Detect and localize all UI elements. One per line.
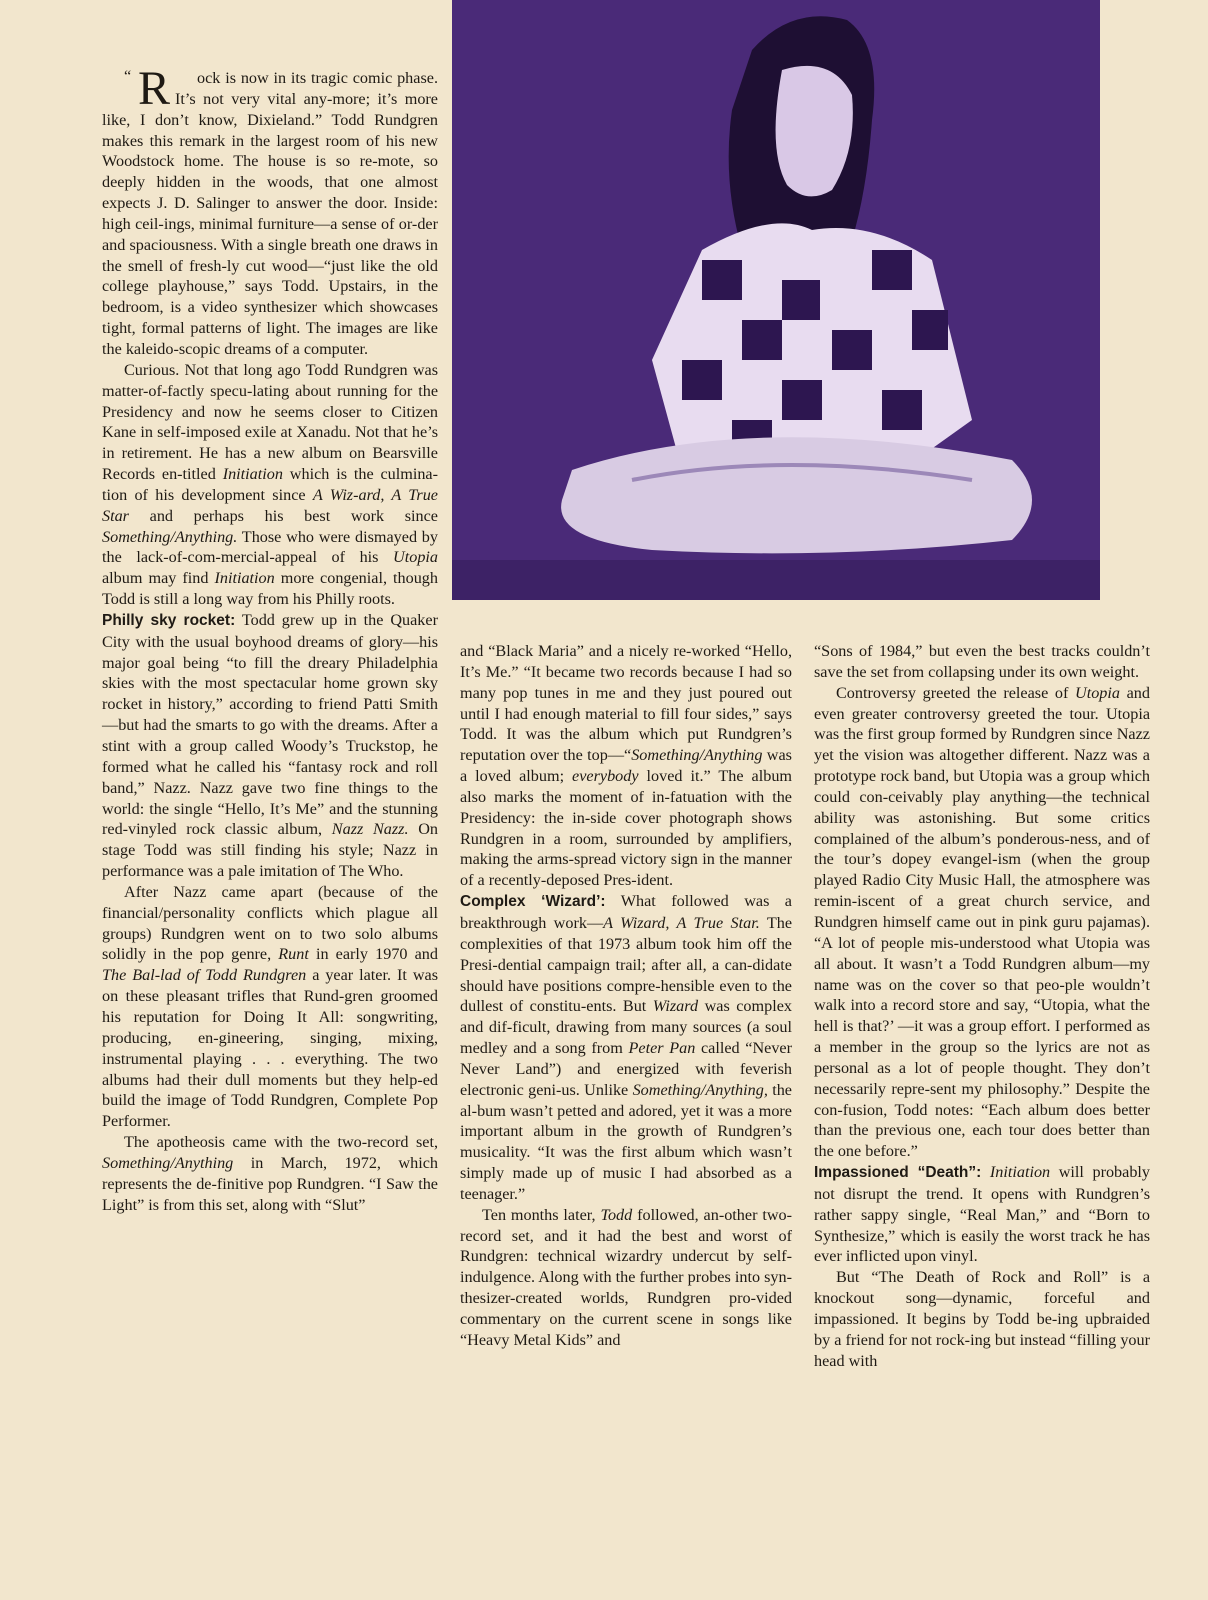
paragraph: “Sons of 1984,” but even the best tracks couldn’t save the set from collapsing under its own weight. — [814, 642, 1150, 681]
italic-text: Utopia — [393, 548, 438, 567]
text: called “Never Never Land”) and energized with feverish electronic geni-us. Unlike — [460, 1039, 793, 1099]
paragraph: But “The Death of Rock and Roll” is a knockout song—dynamic, forceful and impassioned. It begins by Todd be-ing upbraided by a friend for not rock-ing but instead “filling your head with — [814, 1268, 1150, 1370]
italic-text: Nazz Nazz. — [331, 820, 409, 839]
italic-text: Something/Anything. — [102, 527, 238, 546]
text: more congenial, though Todd is still a long way from his Philly roots. — [102, 569, 438, 609]
italic-text: Peter Pan — [628, 1039, 696, 1058]
paragraph — [814, 683, 1150, 1162]
open-quote: “ — [124, 67, 132, 85]
text: the al-bum wasn’t petted and adored, yet it was a more important album in the growth of Rundgren’s musicality. “It was the first album which wasn’t simply made up of music I had absorbed as a teenager.” — [460, 1080, 792, 1203]
italic-text: Initiation — [222, 465, 283, 484]
text: The apotheosis came with the two-record set, — [124, 1133, 438, 1152]
article-column-3 — [814, 641, 1150, 1372]
text: followed, an-other two-record set, and it had the best and worst of Rundgren: technical wizardry undercut by self-indulgence. Along with the further probes into syn-thesizer-created worlds, Rundgren pro-vided commentary on the current scene in songs like “Heavy Metal Kids” and — [460, 1205, 792, 1349]
text: What followed was a breakthrough work— — [460, 892, 792, 932]
lead-text: ock is now in its tragic comic phase. It’s not very vital any-more; it’s more like, I don’t know, Dixieland.” Todd Rundgren makes this remark in the largest room of his new Woodstock home. The house is so re-mote, so deeply hidden in the woods, that one almost expects J. D. Salinger to answer the door. Inside: high ceil-ings, minimal furniture—a sense of or-der and spaciousness. With a single breath one draws in the smell of fresh-ly cut wood—“just like the old college playhouse,” says Todd. Upstairs, in the bedroom, is a video synthesizer which showcases tight, formal patterns of light. The images are like the kaleido-scopic dreams of a computer. — [102, 69, 438, 358]
subhead: Impassioned “Death”: — [814, 1164, 982, 1182]
text: Curious. Not that long ago Todd Rundgren was matter-of-factly specu-lating about running for the Presidency and now he seems closer to Citizen Kane in self-imposed exile at Xanadu. Not that he’s in retirement. He has a new album on Bearsville Records en-titled — [102, 360, 438, 484]
italic-text: Something/Anything — [631, 746, 763, 765]
subhead: Philly sky rocket: — [102, 611, 236, 629]
italic-text: Initiation — [214, 569, 275, 588]
paragraph — [102, 882, 438, 1132]
text: On stage Todd was still finding his style; Nazz in performance was a pale imitation of The Who. — [102, 820, 438, 881]
text: Ten months later, — [482, 1205, 601, 1224]
text: which is the culmina-tion of his development since — [102, 465, 439, 504]
subhead: Complex ‘Wizard’: — [460, 893, 606, 911]
text: loved it.” The album also marks the moment of in-fatuation with the Presidency: the in-side cover photograph shows Rundgren in a room, surrounded by amplifiers, making the arms-spread victory sign in the manner of a recently-deposed Pres-ident. — [460, 767, 792, 890]
text: and perhaps his best work since — [129, 506, 438, 525]
italic-text: Initiation — [989, 1163, 1051, 1182]
portrait-photo-icon — [452, 0, 1100, 600]
text: will probably not disrupt the trend. It opens with Rundgren’s rather sappy single, “Real Man,” and “Born to Synthesize,” which is easily the worst track he has ever inflicted upon vinyl. — [814, 1163, 1151, 1266]
text: album may find — [102, 569, 215, 588]
paragraph — [460, 641, 792, 891]
paragraph — [460, 1205, 792, 1351]
text: Controversy greeted the release of — [836, 683, 1076, 702]
text: in March, 1972, which represents the de-finitive pop Rundgren. “I Saw the Light” is from this set, along with “Slut” — [102, 1153, 438, 1214]
paragraph — [102, 1132, 438, 1215]
italic-text: Wizard — [652, 997, 699, 1016]
text: and even greater controversy greeted the tour. Utopia was the first group formed by Rundgren since Nazz yet the vision was altogether different. Nazz was a prototype rock band, but Utopia was a group which could con-ceivably play anything—the technical ability was astonishing. But some critics complained of the album’s ponderous-ness, and of the tour’s dopey evangel-ism (when the group played Radio City Music Hall, the atmosphere was remin-iscent of a great church service, and Rundgren himself came out in pink guru pajamas). “A lot of people mis-understood what Utopia was all about. It wasn’t a Todd Rundgren album—my name was on the cover so that peo-ple wouldn’t walk into a record store and say, “Utopia, what the hell is that?’ —it was a group effort. I performed as a member in the group so the lyrics are not as personal as a lot of people thought. They don’t necessarily repre-sent my philosophy.” Despite the con-fusion, Todd notes: “Each album does better than the previous one, each tour does better than the one before.” — [814, 683, 1150, 1161]
italic-text: Utopia — [1075, 683, 1120, 702]
italic-text: everybody — [572, 767, 639, 786]
italic-text: Something/Anything, — [632, 1080, 768, 1099]
portrait-photo — [452, 0, 1100, 600]
italic-text: A Wiz-ard, A True Star — [102, 485, 438, 525]
paragraph — [814, 1162, 1150, 1267]
italic-text: Runt — [278, 945, 309, 964]
drop-cap: R — [138, 62, 171, 115]
text: was complex and dif-ficult, drawing from many sources (a soul medley and a song from — [460, 997, 792, 1058]
paragraph — [460, 891, 792, 1205]
article-column-1 — [102, 62, 439, 1215]
text: and “Black Maria” and a nicely re-worked “Hello, It’s Me.” “It became two records because I had so many pop tunes in me and they just poured out until I had enough material to fill four sides,” says Todd. It was the album which put Rundgren’s reputation over the top—“ — [460, 642, 792, 765]
text: The complexities of that 1973 album took him off the Presi-dential campaign trail; after all, a can-didate should have positions compre-hensible even to the dullest of constitu-ents. But — [460, 913, 793, 1016]
lead-paragraph — [102, 62, 438, 360]
italic-text: A Wizard, A True Star. — [603, 913, 760, 932]
text: Todd grew up in the Quaker City with the usual boyhood dreams of glory—his major goal being “to fill the dreary Philadelphia skies with the most spectacular home grown sky rocket in history,” according to friend Patti Smith—but had the smarts to go with the dreams. After a stint with a group called Woody’s Truckstop, he formed what he called his “fantasy rock and roll band,” Nazz. Nazz gave two fine things to the world: the single “Hello, It’s Me” and the stunning red-vinyled rock classic album, — [102, 610, 438, 839]
text: Those who were dismayed by the lack-of-com-mercial-appeal of his — [102, 527, 438, 567]
paragraph — [102, 360, 438, 610]
text: in early 1970 and — [308, 945, 438, 964]
italic-text: The Bal-lad of Todd Rundgren — [102, 966, 307, 985]
text: a year later. It was on these pleasant trifles that Rund-gren groomed his reputation for Doing It All: songwriting, producing, en-gineering, singing, mixing, instrumental playing . . . everything. The two albums had their dull moments but they help-ed build the image of Todd Rundgren, Complete Pop Performer. — [102, 966, 438, 1131]
text: After Nazz came apart (because of the financial/personality conflicts which plague all groups) Rundgren went on to two solo albums solidly in the pop genre, — [102, 882, 438, 964]
italic-text: Todd — [600, 1205, 633, 1224]
article-column-2 — [460, 641, 792, 1351]
paragraph — [102, 610, 438, 882]
italic-text: Something/Anything — [102, 1153, 234, 1172]
text: was a loved album; — [460, 746, 792, 786]
